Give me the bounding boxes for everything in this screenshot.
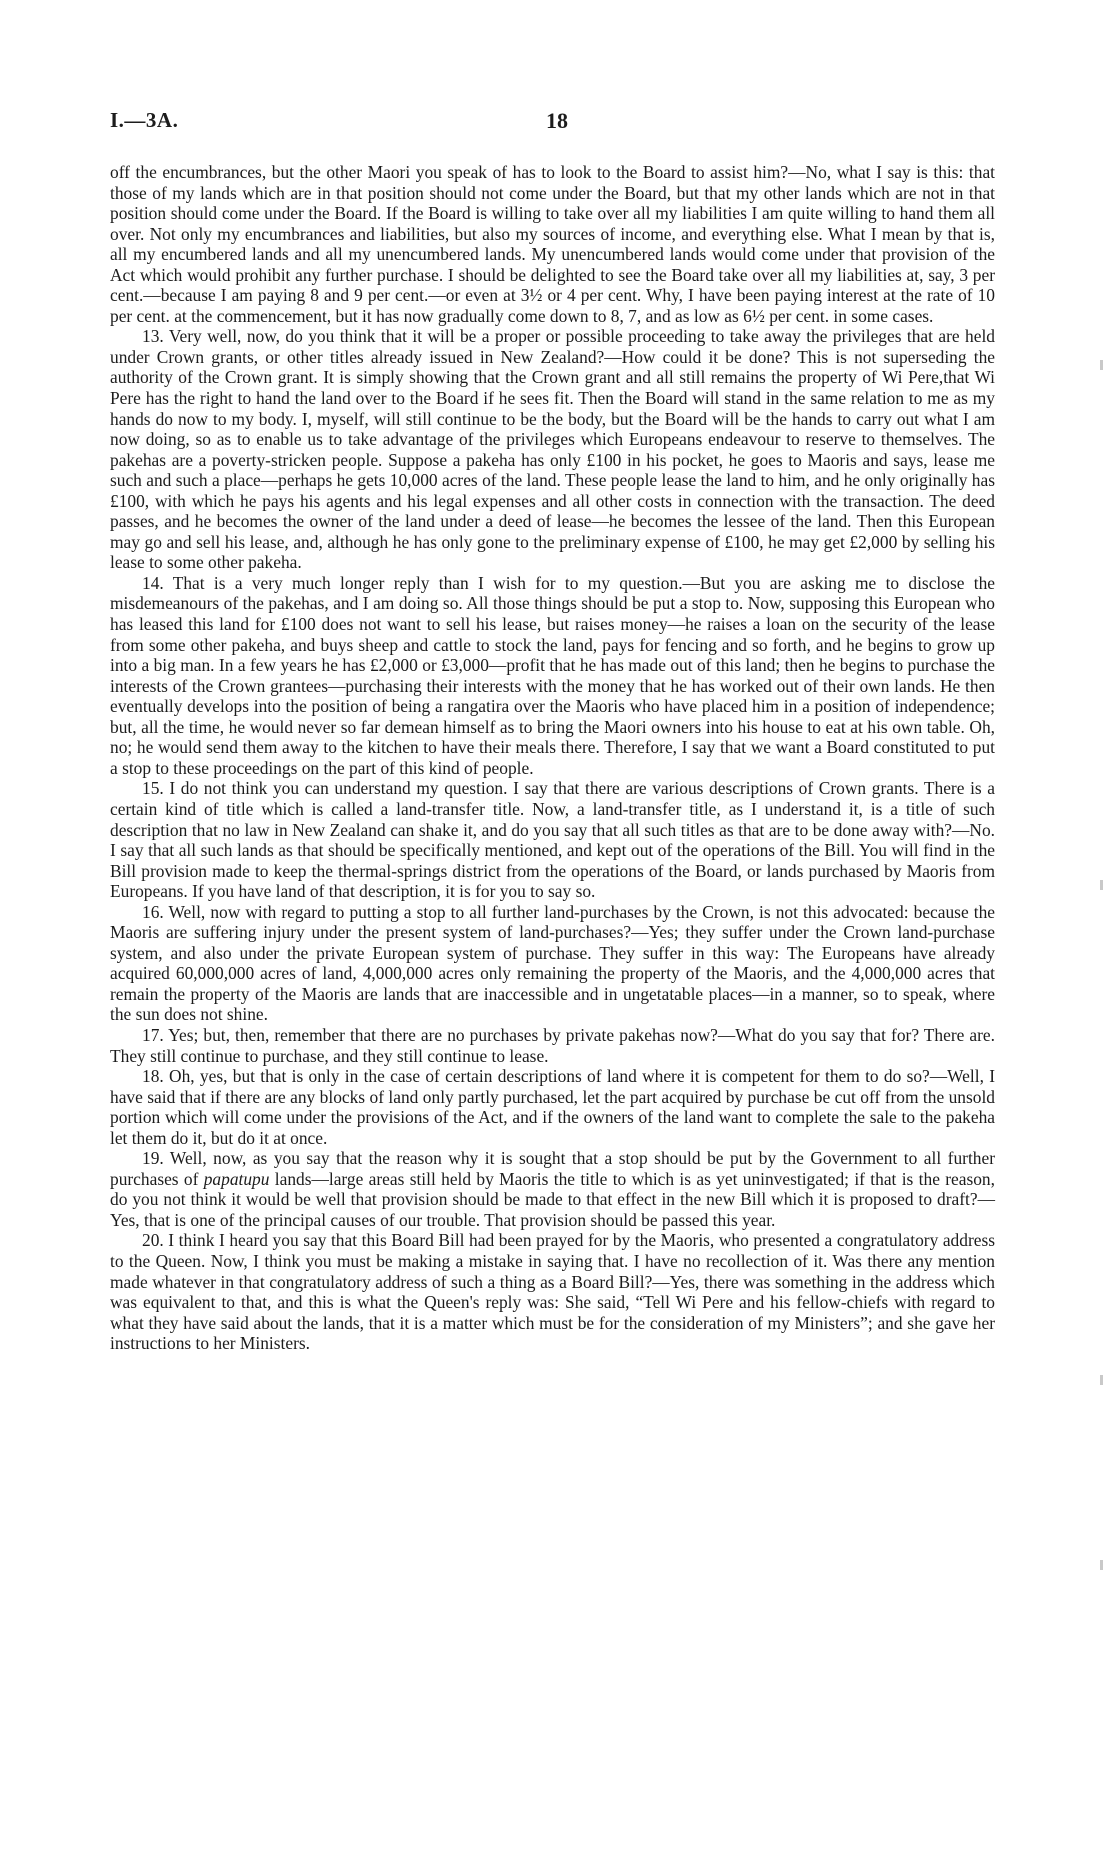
paragraph-question-17: 17. Yes; but, then, remember that there are no purchases by private pakehas now?—What do you say that for? There are. They still continue to purchase, and they still continue to lease. — [110, 1024, 995, 1066]
paragraph-19-italic-term: papatupu — [203, 1168, 270, 1189]
scan-speck — [1100, 880, 1103, 890]
paragraph-19-text-before: 19. Well, now, as you say that the reason why it is sought that a stop should be put by the Government to all further purchases of — [110, 1148, 995, 1189]
document-body — [110, 162, 995, 1354]
scan-speck — [1100, 360, 1103, 370]
scan-speck — [1100, 1560, 1103, 1570]
scan-speck — [1100, 1375, 1103, 1385]
paragraph-question-19 — [110, 1148, 995, 1230]
paragraph-continuation: off the encumbrances, but the other Maori you speak of has to look to the Board to assist him?—No, what I say is this: that those of my lands which are in that position should not come under the Board, but that my other lands which are not in that position should come under the Board. If the Board is willing to take over all my liabilities I am quite willing to hand them all over. Not only my encumbrances and liabilities, but also my sources of income, and everything else. What I mean by that is, all my encumbered lands and all my unencumbered lands. My unencumbered lands would come under that provision of the Act which would prohibit any further purchase. I should be delighted to see the Board take over all my liabilities at, say, 3 per cent.—because I am paying 8 and 9 per cent.—or even at 3½ or 4 per cent. Why, I have been paying interest at the rate of 10 per cent. at the commencement, but it has now gradually come down to 8, 7, and as low as 6½ per cent. in some cases. — [110, 162, 995, 326]
paragraph-question-20: 20. I think I heard you say that this Board Bill had been prayed for by the Maoris, who presented a congratulatory address to the Queen. Now, I think you must be making a mistake in saying that. I have no recollection of it. Was there any mention made whatever in that congratulatory address of such a thing as a Board Bill?—Yes, there was something in the address which was equivalent to that, and this is what the Queen's reply was: She said, “Tell Wi Pere and his fellow-chiefs with regard to what they have said about the lands, that it is a matter which must be for the consideration of my Ministers”; and she gave her instructions to her Ministers. — [110, 1230, 995, 1354]
page-header — [110, 108, 1004, 138]
paragraph-question-15: 15. I do not think you can understand my question. I say that there are various descriptions of Crown grants. There is a certain kind of title which is called a land-transfer title. Now, a land-transfer title, as I understand it, is a title of such description that no law in New Zealand can shake it, and do you say that all such titles as that are to be done away with?—No. I say that all such lands as that should be specifically mentioned, and kept out of the operations of the Bill. You will find in the Bill provision made to keep the thermal-springs district from the operations of the Board, or lands purchased by Maoris from Europeans. If you have land of that description, it is for you to say so. — [110, 778, 995, 902]
paragraph-question-16: 16. Well, now with regard to putting a stop to all further land-purchases by the Crown, is not this advocated: because the Maoris are suffering injury under the present system of land-purchases?—Yes; they suffer under the Crown land-purchase system, and also under the private European system of purchase. They suffer in this way: The Europeans have already acquired 60,000,000 acres of land, 4,000,000 acres only remaining the property of the Maoris, and the 4,000,000 acres that remain the property of the Maoris are lands that are inaccessible and in ungetatable places—in a manner, so to speak, where the sun does not shine. — [110, 901, 995, 1025]
paragraph-19-text-after: lands—large areas still held by Maoris the title to which is as yet uninvestigated; if that is the reason, do you not think it would be well that provision should be made to that effect in the new Bill which it is proposed to draft?—Yes, that is one of the principal causes of our trouble. That provision should be passed this year. — [110, 1168, 995, 1230]
paragraph-question-14: 14. That is a very much longer reply than I wish for to my question.—But you are asking me to disclose the misdemeanours of the pakehas, and I am doing so. All those things should be put a stop to. Now, supposing this European who has leased this land for £100 does not want to sell his lease, but raises money—he raises a loan on the security of the lease from some other pakeha, and buys sheep and cattle to stock the land, pays for fencing and so forth, and he begins to grow up into a big man. In a few years he has £2,000 or £3,000—profit that he has made out of this land; then he begins to purchase the interests of the Crown grantees—purchasing their interests with the money that he has worked out of their own lands. He then eventually develops into the position of being a rangatira over the Maoris who have placed him in a position of independence; but, all the time, he would never so far demean himself as to bring the Maori owners into his house to eat at his own table. Oh, no; he would send them away to the kitchen to have their meals there. Therefore, I say that we want a Board constituted to put a stop to these proceedings on the part of this kind of people. — [110, 572, 995, 778]
document-reference: I.—3A. — [110, 108, 179, 132]
paragraph-question-13: 13. Very well, now, do you think that it will be a proper or possible proceeding to take away the privileges that are held under Crown grants, or other titles already issued in New Zealand?—How could it be done? This is not superseding the authority of the Crown grant. It is simply showing that the Crown grant and all still remains the property of Wi Pere,that Wi Pere has the right to hand the land over to the Board if he sees fit. Then the Board will stand in the same relation to me as my hands do now to my body. I, myself, will still continue to be the body, but the Board will be the hands to carry out what I am now doing, so as to enable us to take advantage of the privileges which Europeans endeavour to reserve to themselves. The pakehas are a poverty-stricken people. Suppose a pakeha has only £100 in his pocket, he goes to Maoris and says, lease me such and such a place—perhaps he gets 10,000 acres of the land. These people lease the land to him, and he only originally has £100, with which he pays his agents and his legal expenses and all other costs in connection with the transaction. The deed passes, and he becomes the owner of the land under a deed of lease—he becomes the lessee of the land. Then this European may go and sell his lease, and, although he has only gone to the preliminary expense of £100, he may get £2,000 by selling his lease to some other pakeha. — [110, 326, 995, 573]
page-number: 18 — [546, 108, 568, 133]
paragraph-question-18: 18. Oh, yes, but that is only in the case of certain descriptions of land where it is competent for them to do so?—Well, I have said that if there are any blocks of land only partly purchased, let the part acquired by purchase be cut off from the unsold portion which will come under the provisions of the Act, and if the owners of the land want to complete the sale to the pakeha let them do it, but do it at once. — [110, 1066, 995, 1148]
